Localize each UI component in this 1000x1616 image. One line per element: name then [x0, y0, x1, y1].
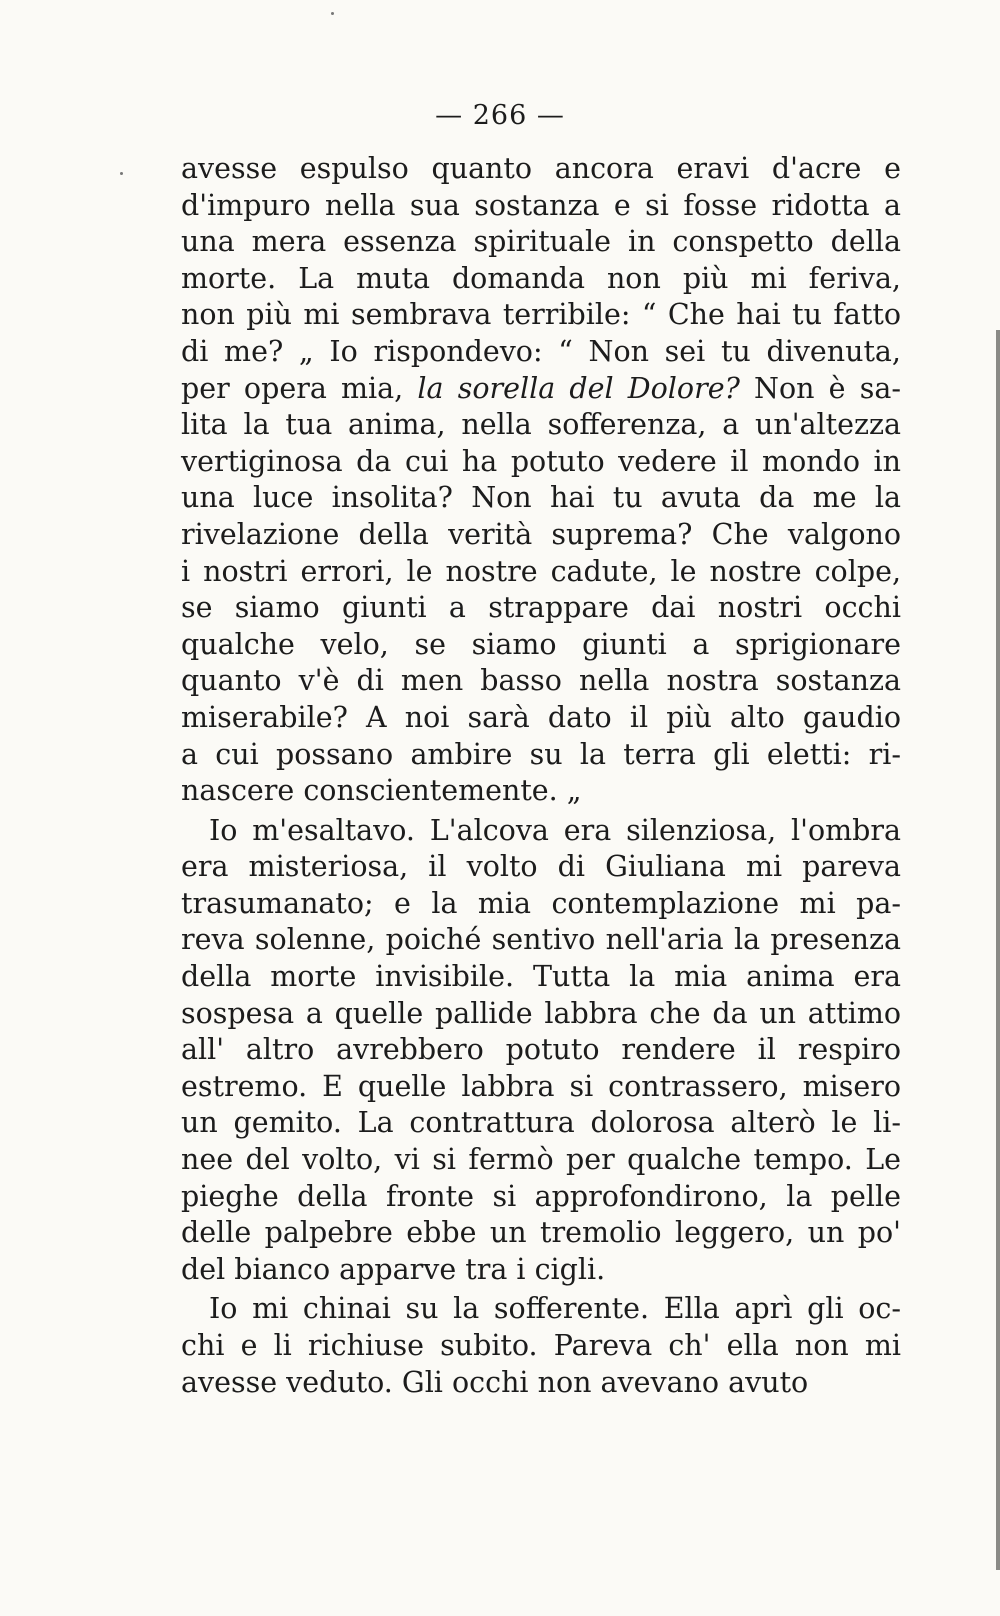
page-number: — 266 —	[435, 100, 565, 131]
text-line: sospesa a quelle pallide labbra che da un attimo	[181, 996, 901, 1030]
paragraph-3	[181, 1291, 901, 1401]
text-line: all' altro avrebbero potuto rendere il respiro	[181, 1033, 901, 1067]
text-segment: Non è sa-	[739, 371, 901, 405]
text-line: nee del volto, vi si fermò per qualche tempo. Le	[181, 1143, 901, 1177]
paragraph-2	[181, 813, 901, 1289]
text-line: non più mi sembrava terribile: “ Che hai tu fatto	[181, 298, 901, 332]
text-line: qualche velo, se siamo giunti a sprigionare	[181, 627, 901, 661]
text-line: Io mi chinai su la sofferente. Ella aprì gli oc-	[209, 1292, 901, 1326]
paper-speck	[120, 172, 123, 175]
text-line: di me? „ Io rispondevo: “ Non sei tu divenuta,	[181, 334, 901, 368]
text-line: chi e li richiuse subito. Pareva ch' ella non mi	[181, 1329, 901, 1362]
italic-phrase: la sorella del Dolore?	[417, 371, 740, 405]
text-line: quanto v'è di men basso nella nostra sostanza	[181, 664, 901, 698]
text-line: morte. La muta domanda non più mi feriva,	[181, 261, 901, 295]
text-line: era misteriosa, il volto di Giuliana mi pareva	[181, 850, 901, 884]
text-line: avesse veduto. Gli occhi non avevano avuto	[181, 1365, 809, 1399]
text-line: pieghe della fronte si approfondirono, la pelle	[181, 1179, 901, 1213]
text-line	[181, 371, 901, 408]
text-line: una mera essenza spirituale in conspetto della	[181, 225, 901, 259]
paragraph-1	[181, 151, 901, 810]
text-line: un gemito. La contrattura dolorosa alterò le li-	[181, 1106, 901, 1140]
text-line: rivelazione della verità suprema? Che valgono	[181, 517, 901, 551]
paper-speck	[331, 12, 334, 15]
text-line: lita la tua anima, nella sofferenza, a un'altezza	[181, 408, 901, 442]
text-line: vertiginosa da cui ha potuto vedere il mondo in	[181, 444, 901, 478]
text-segment: per opera mia,	[181, 371, 418, 405]
text-line: della morte invisibile. Tutta la mia anima era	[181, 960, 901, 994]
text-line: nascere conscientemente. „	[181, 774, 582, 808]
text-line: avesse espulso quanto ancora eravi d'acre e	[181, 152, 901, 185]
text-line: Io m'esaltavo. L'alcova era silenziosa, l'ombra	[209, 813, 901, 847]
text-line: se siamo giunti a strappare dai nostri occhi	[181, 591, 901, 625]
text-line: del bianco apparve tra i cigli.	[181, 1252, 606, 1286]
page-edge-shadow	[996, 330, 1000, 1570]
text-line: estremo. E quelle labbra si contrassero, misero	[181, 1069, 901, 1103]
text-line: miserabile? A noi sarà dato il più alto gaudio	[181, 700, 901, 734]
text-line: reva solenne, poiché sentivo nell'aria la presenza	[181, 923, 901, 957]
text-line: i nostri errori, le nostre cadute, le nostre colpe,	[181, 554, 901, 588]
book-page-text	[181, 151, 901, 1401]
text-line: trasumanato; e la mia contemplazione mi pa-	[181, 886, 901, 920]
text-line: una luce insolita? Non hai tu avuta da me la	[181, 481, 901, 515]
text-line: a cui possano ambire su la terra gli eletti: ri-	[181, 737, 901, 771]
text-line: delle palpebre ebbe un tremolio leggero, un po'	[181, 1216, 901, 1250]
text-line: d'impuro nella sua sostanza e si fosse ridotta a	[181, 188, 901, 222]
